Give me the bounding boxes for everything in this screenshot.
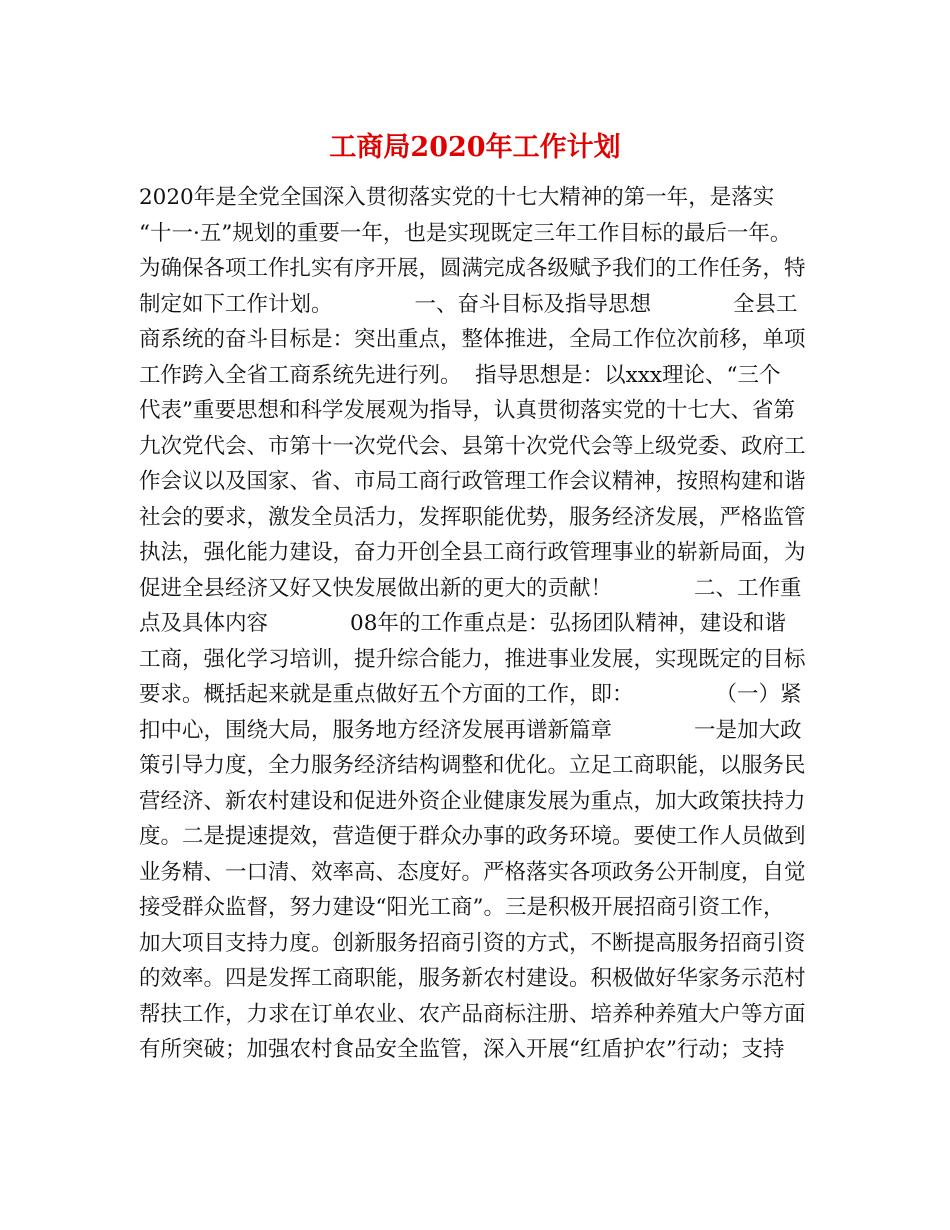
body-line: 作会议以及国家、省、市局工商行政管理工作会议精神，按照构建和谐: [139, 469, 806, 494]
body-line: 促进全县经济又好又快发展做出新的更大的贡献！ 二、工作重: [139, 575, 802, 601]
body-line: 九次党代会、市第十一次党代会、县第十次党代会等上级党委、政府工: [139, 433, 806, 459]
body-line: 为确保各项工作扎实有序开展，圆满完成各级赋予我们的工作任务，特: [139, 256, 806, 281]
body-line: 商系统的奋斗目标是：突出重点，整体推进，全局工作位次前移，单项: [139, 327, 806, 352]
body-line: 接受群众监督，努力建设“阳光工商”。三是积极开展招商引资工作，: [139, 895, 785, 920]
body-line: 的效率。四是发挥工商职能，服务新农村建设。积极做好华家务示范村: [139, 966, 806, 991]
body-line: 营经济、新农村建设和促进外资企业健康发展为重点，加大政策扶持力: [139, 788, 806, 814]
body-line: 点及具体内容 08年的工作重点是：弘扬团队精神，建设和谐: [139, 611, 786, 636]
body-line: 度。二是提速提效，营造便于群众办事的政务环境。要使工作人员做到: [139, 824, 806, 849]
body-line: 业务精、一口清、效率高、态度好。严格落实各项政务公开制度，自觉: [139, 859, 806, 885]
document-title: 工商局2020年工作计划: [329, 132, 621, 163]
body-line: 社会的要求，激发全员活力，发挥职能优势，服务经济发展，严格监管: [139, 504, 806, 530]
body-line: 代表”重要思想和科学发展观为指导，认真贯彻落实党的十七大、省第: [139, 398, 795, 423]
body-line: 扣中心，围绕大局，服务地方经济发展再谱新篇章 一是加大政: [139, 717, 802, 743]
body-line: 策引导力度，全力服务经济结构调整和优化。立足工商职能，以服务民: [139, 753, 806, 778]
body-line: 帮扶工作，力求在订单农业、农产品商标注册、培养种养殖大户等方面: [139, 1001, 806, 1027]
body-line: 工商，强化学习培训，提升综合能力，推进事业发展，实现既定的目标: [139, 646, 806, 672]
body-line: 要求。概括起来就是重点做好五个方面的工作，即： （一）紧: [139, 682, 802, 707]
document-body: [139, 180, 819, 1068]
body-line: 有所突破；加强农村食品安全监管，深入开展“红盾护农”行动；支持: [139, 1037, 785, 1062]
body-line: “十一·五”规划的重要一年，也是实现既定三年工作目标的最后一年。: [139, 220, 792, 246]
body-line: 制定如下工作计划。 一、奋斗目标及指导思想 全县工: [139, 291, 798, 317]
body-line: 执法，强化能力建设，奋力开创全县工商行政管理事业的崭新局面，为: [139, 540, 806, 565]
body-line: 工作跨入全省工商系统先进行列。 指导思想是：以xxx理论、“三个: [139, 362, 781, 388]
body-line: 2020年是全党全国深入贯彻落实党的十七大精神的第一年，是落实: [139, 185, 775, 210]
body-line: 加大项目支持力度。创新服务招商引资的方式，不断提高服务招商引资: [139, 930, 806, 956]
